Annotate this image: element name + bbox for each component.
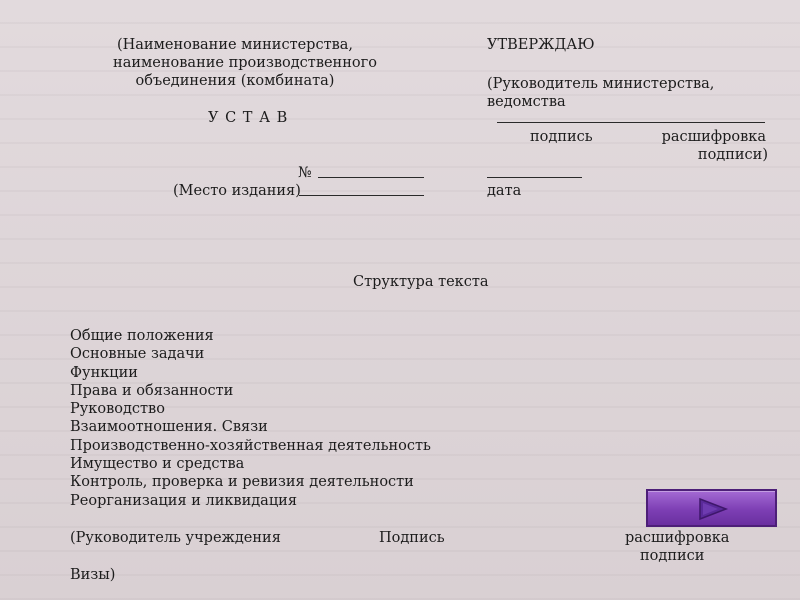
document-title: У С Т А В bbox=[208, 110, 289, 126]
ministry-name-line2: наименование производственного bbox=[113, 55, 377, 71]
next-slide-button[interactable] bbox=[646, 489, 777, 527]
footer-signature-label: Подпись bbox=[379, 530, 445, 546]
sections-list bbox=[70, 327, 431, 510]
list-item: Функции bbox=[70, 364, 138, 381]
list-item: Руководство bbox=[70, 401, 165, 418]
list-item: Основные задачи bbox=[70, 346, 205, 363]
list-item: Производственно-хозяйственная деятельность bbox=[70, 437, 431, 454]
structure-heading: Структура текста bbox=[353, 274, 489, 290]
date-line bbox=[487, 177, 582, 178]
approve-label: УТВЕРЖДАЮ bbox=[487, 37, 595, 53]
date-label: дата bbox=[487, 183, 522, 199]
signature-line bbox=[497, 122, 765, 123]
ministry-name-line1: (Наименование министерства, bbox=[116, 37, 354, 53]
visas-label: Визы) bbox=[70, 567, 116, 583]
list-item: Реорганизация и ликвидация bbox=[70, 492, 297, 509]
list-item: Имущество и средства bbox=[70, 456, 245, 473]
list-item: Права и обязанности bbox=[70, 382, 234, 399]
transcript-label-2: подписи) bbox=[697, 147, 768, 163]
list-item: Контроль, проверка и ревизия деятельности bbox=[70, 474, 414, 491]
transcript-label-1: расшифровка bbox=[661, 129, 766, 145]
ministry-name-line3: объединения (комбината) bbox=[135, 73, 335, 89]
place-line bbox=[299, 195, 424, 196]
signature-label: подпись bbox=[530, 129, 593, 145]
head-of-institution-label: (Руководитель учреждения bbox=[70, 530, 281, 546]
list-item: Общие положения bbox=[70, 328, 214, 344]
list-item: Взаимоотношения. Связи bbox=[70, 419, 268, 436]
place-label: (Место издания) bbox=[173, 183, 301, 199]
footer-transcript-label-2: подписи bbox=[640, 548, 705, 564]
footer-transcript-label-1: расшифровка bbox=[625, 530, 730, 546]
approver-line2: ведомства bbox=[487, 94, 566, 110]
approver-line1: (Руководитель министерства, bbox=[487, 76, 715, 92]
number-label: № bbox=[298, 165, 312, 181]
play-arrow-icon bbox=[696, 497, 730, 521]
number-line bbox=[318, 177, 424, 178]
